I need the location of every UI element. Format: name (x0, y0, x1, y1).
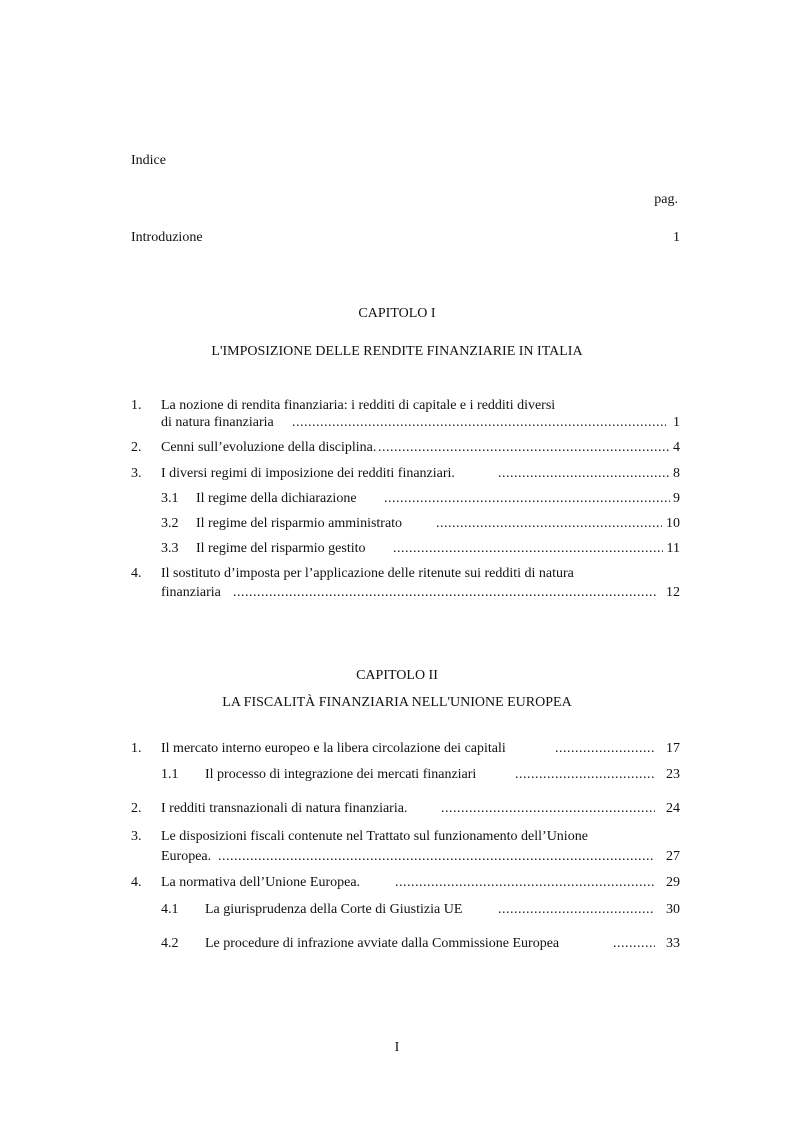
toc-entry-label: Il regime del risparmio gestito (196, 541, 366, 556)
toc-entry-label-cont: di natura finanziaria (161, 415, 274, 430)
toc-intro[interactable] (0, 230, 794, 250)
toc-entry-page: 11 (666, 541, 680, 556)
toc-leader (498, 466, 670, 482)
toc-leader (515, 767, 655, 783)
toc-entry-number: 2. (131, 801, 142, 816)
toc-leader (393, 541, 663, 557)
toc-entry-number: 4.1 (161, 902, 179, 917)
toc-entry-label: Cenni sull’evoluzione della disciplina. (161, 440, 377, 455)
toc-entry-label-cont: Europea. (161, 849, 212, 864)
toc-leader (555, 741, 655, 757)
toc-entry-label: I redditi transnazionali di natura finanziaria. (161, 801, 408, 816)
toc-entry-page: 30 (666, 902, 680, 917)
toc-entry-page: 17 (666, 741, 680, 756)
toc-entry-label: Il regime del risparmio amministrato (196, 516, 403, 531)
toc-entry[interactable] (0, 801, 794, 821)
pag-label: pag. (654, 192, 678, 207)
toc-entry-label: La normativa dell’Unione Europea. (161, 875, 361, 890)
toc-leader (292, 415, 666, 431)
toc-subentry[interactable] (0, 936, 794, 956)
toc-entry-label: Il sostituto d’imposta per l’applicazione delle ritenute sui redditi di natura (161, 566, 574, 581)
toc-entry-page: 10 (666, 516, 680, 531)
toc-entry-page: 1 (673, 415, 680, 430)
index-title: Indice (131, 153, 166, 168)
toc-leader (395, 875, 655, 891)
page-number: I (394, 1040, 400, 1055)
toc-leader (441, 801, 655, 817)
toc-leader (613, 936, 655, 952)
chapter1-title: L'IMPOSIZIONE DELLE RENDITE FINANZIARIE IN ITALIA (211, 344, 583, 359)
toc-entry-label: Il mercato interno europeo e la libera circolazione dei capitali (161, 741, 506, 756)
toc-entry-page: 12 (666, 585, 680, 600)
toc-leader (233, 585, 658, 601)
toc-entry-number: 3. (131, 466, 142, 481)
toc-entry-label: La nozione di rendita finanziaria: i redditi di capitale e i redditi diversi (161, 398, 556, 413)
chapter2-title: LA FISCALITÀ FINANZIARIA NELL'UNIONE EUROPEA (222, 695, 572, 710)
toc-entry-label: Il processo di integrazione dei mercati finanziari (205, 767, 477, 782)
toc-entry-label: Il regime della dichiarazione (196, 491, 357, 506)
toc-entry-cont[interactable] (0, 849, 794, 869)
toc-entry[interactable] (0, 829, 794, 849)
toc-entry-number: 4. (131, 875, 142, 890)
toc-entry-label: La giurisprudenza della Corte di Giustizia UE (205, 902, 463, 917)
toc-entry-number: 1. (131, 398, 142, 413)
toc-entry-label: Le disposizioni fiscali contenute nel Trattato sul funzionamento dell’Unione (161, 829, 588, 844)
toc-leader (378, 440, 670, 456)
toc-entry-page: 33 (666, 936, 680, 951)
toc-subentry[interactable] (0, 767, 794, 787)
toc-subentry[interactable] (0, 541, 794, 561)
toc-entry-page: 29 (666, 875, 680, 890)
toc-entry[interactable] (0, 566, 794, 586)
chapter1-heading: CAPITOLO I (358, 306, 436, 321)
toc-entry-page: 24 (666, 801, 680, 816)
toc-entry-label: Le procedure di infrazione avviate dalla Commissione Europea (205, 936, 560, 951)
toc-leader (218, 849, 655, 865)
toc-leader (436, 516, 662, 532)
chapter2-heading: CAPITOLO II (356, 668, 438, 683)
toc-entry-number: 4. (131, 566, 142, 581)
toc-entry[interactable] (0, 466, 794, 486)
toc-subentry[interactable] (0, 902, 794, 922)
toc-leader (498, 902, 655, 918)
toc-entry-label-cont: finanziaria (161, 585, 221, 600)
toc-subentry[interactable] (0, 491, 794, 511)
toc-entry-number: 3.2 (161, 516, 179, 531)
toc-entry[interactable] (0, 741, 794, 761)
toc-entry-page: 27 (666, 849, 680, 864)
toc-entry-number: 1.1 (161, 767, 179, 782)
toc-entry-page: 23 (666, 767, 680, 782)
toc-entry[interactable] (0, 440, 794, 460)
toc-entry-page: 4 (673, 440, 680, 455)
toc-entry-number: 4.2 (161, 936, 179, 951)
toc-entry[interactable] (0, 875, 794, 895)
toc-intro-label: Introduzione (131, 230, 203, 245)
toc-entry-number: 3.1 (161, 491, 179, 506)
toc-entry-page: 8 (673, 466, 680, 481)
toc-entry-number: 3. (131, 829, 142, 844)
toc-entry-label: I diversi regimi di imposizione dei redditi finanziari. (161, 466, 455, 481)
toc-entry-number: 1. (131, 741, 142, 756)
toc-subentry[interactable] (0, 516, 794, 536)
toc-entry-cont[interactable] (0, 585, 794, 605)
toc-entry-page: 9 (673, 491, 680, 506)
toc-entry-cont[interactable] (0, 415, 794, 435)
toc-entry-number: 3.3 (161, 541, 179, 556)
toc-intro-page: 1 (673, 230, 680, 245)
toc-entry-number: 2. (131, 440, 142, 455)
toc-leader (384, 491, 670, 507)
